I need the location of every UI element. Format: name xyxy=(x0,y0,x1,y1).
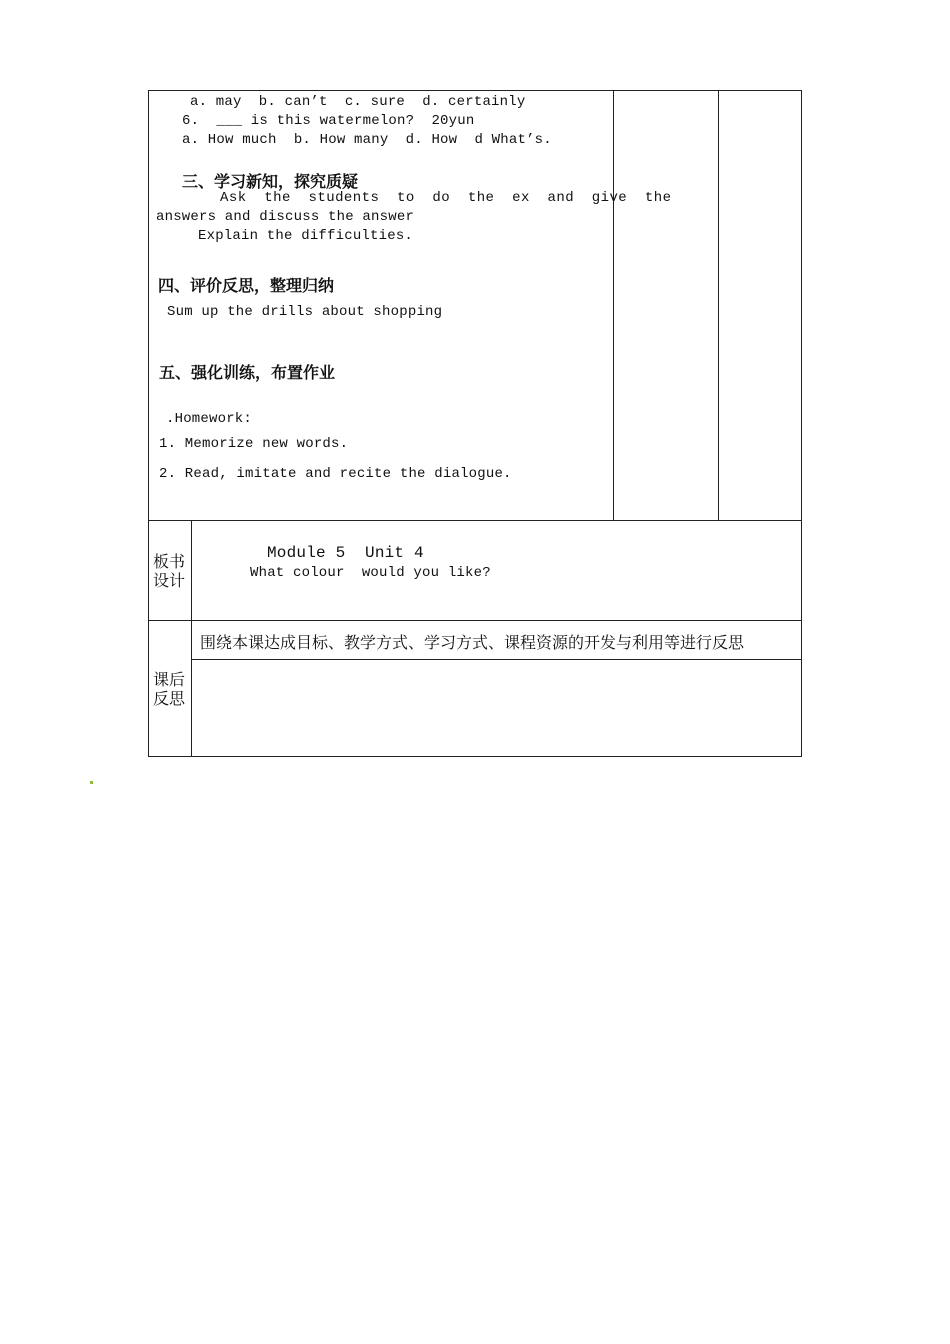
section4-text: Sum up the drills about shopping xyxy=(167,304,443,320)
board-design-label xyxy=(153,552,185,590)
table-border-right xyxy=(801,90,802,757)
section3-heading: 三、学习新知，探究质疑 xyxy=(182,172,359,191)
board-design-title: Module 5 Unit 4 xyxy=(267,544,424,562)
stray-mark xyxy=(90,781,93,784)
section4-heading: 四、评价反思，整理归纳 xyxy=(158,276,335,295)
column-divider-2 xyxy=(718,90,719,521)
homework-title: .Homework: xyxy=(166,411,253,427)
reflection-label xyxy=(153,670,185,708)
homework-item-2: 2. Read, imitate and recite the dialogue. xyxy=(159,466,512,482)
quiz-q6-question: 6. ___ is this watermelon? 20yun xyxy=(182,113,475,129)
reflection-label-line1: 课后 xyxy=(153,670,186,689)
homework-item-1: 1. Memorize new words. xyxy=(159,436,349,452)
section3-line2: answers and discuss the answer xyxy=(156,209,415,225)
row-divider-reflection xyxy=(148,620,802,621)
reflection-prompt: 围绕本课达成目标、教学方式、学习方式、课程资源的开发与利用等进行反思 xyxy=(200,633,745,652)
reflection-answer-area xyxy=(192,660,801,756)
table-border-bottom xyxy=(148,756,802,757)
section5-heading: 五、强化训练，布置作业 xyxy=(159,363,336,382)
reflection-label-line2: 反思 xyxy=(153,689,186,708)
table-border-top xyxy=(148,90,802,91)
board-design-label-line1: 板书 xyxy=(153,552,186,571)
board-design-subtitle: What colour would you like? xyxy=(250,565,491,581)
section3-line1: Ask the students to do the ex and give the xyxy=(220,190,672,206)
row-divider-board xyxy=(148,520,802,521)
board-design-label-line2: 设计 xyxy=(153,571,186,590)
table-border-left xyxy=(148,90,149,757)
column-divider-1 xyxy=(613,90,614,521)
quiz-q5-options: a. may b. can’t c. sure d. certainly xyxy=(190,94,526,110)
quiz-q6-options: a. How much b. How many d. How d What’s. xyxy=(182,132,552,148)
section3-line3: Explain the difficulties. xyxy=(198,228,414,244)
